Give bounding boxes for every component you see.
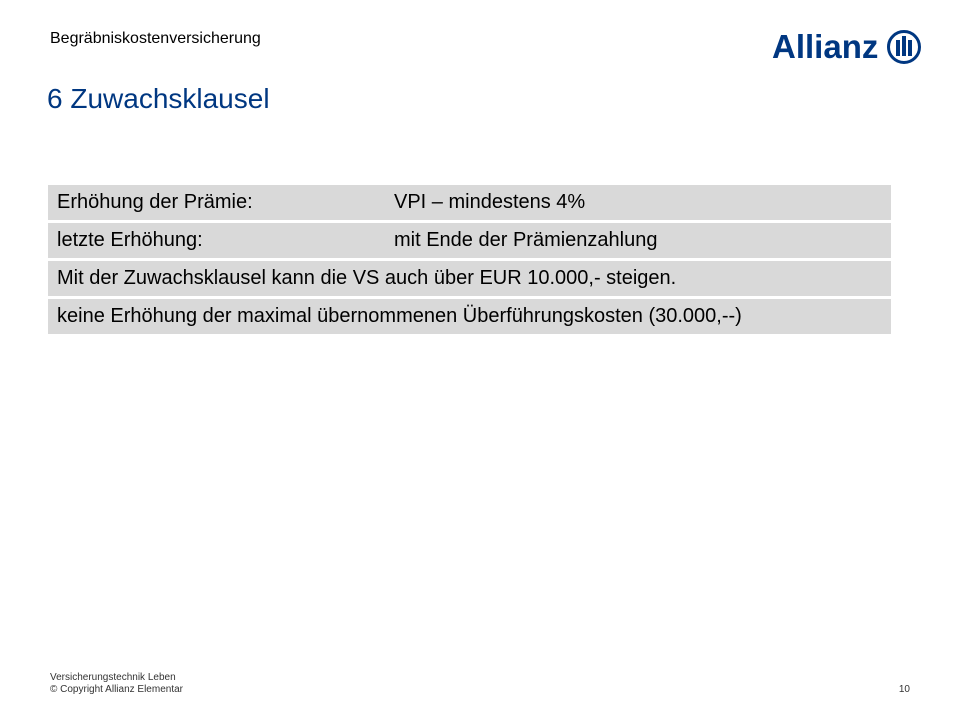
page-number: 10	[898, 684, 910, 695]
info-row-transfer-costs	[48, 299, 891, 334]
row-value: mit Ende der Prämienzahlung	[394, 229, 658, 251]
info-row-last-increase	[48, 223, 891, 258]
info-table	[48, 185, 891, 337]
footer-copyright: © Copyright Allianz Elementar	[50, 684, 183, 695]
row-value: VPI – mindestens 4%	[394, 191, 586, 213]
info-row-premium-increase	[48, 185, 891, 220]
row-label: Erhöhung der Prämie:	[57, 191, 253, 213]
row-label: letzte Erhöhung:	[57, 229, 203, 251]
footer	[50, 672, 183, 696]
allianz-logo	[772, 26, 922, 68]
footer-department: Versicherungstechnik Leben	[50, 672, 176, 683]
section-label: Begräbniskostenversicherung	[50, 30, 261, 47]
info-row-growth-clause	[48, 261, 891, 296]
slide-title: 6 Zuwachsklausel	[47, 83, 270, 114]
logo-wordmark: Allianz	[772, 28, 879, 65]
allianz-eagle-icon	[886, 29, 922, 65]
row-text: Mit der Zuwachsklausel kann die VS auch über EUR 10.000,- steigen.	[57, 267, 677, 289]
row-text: keine Erhöhung der maximal übernommenen Überführungskosten (30.000,--)	[57, 305, 742, 327]
